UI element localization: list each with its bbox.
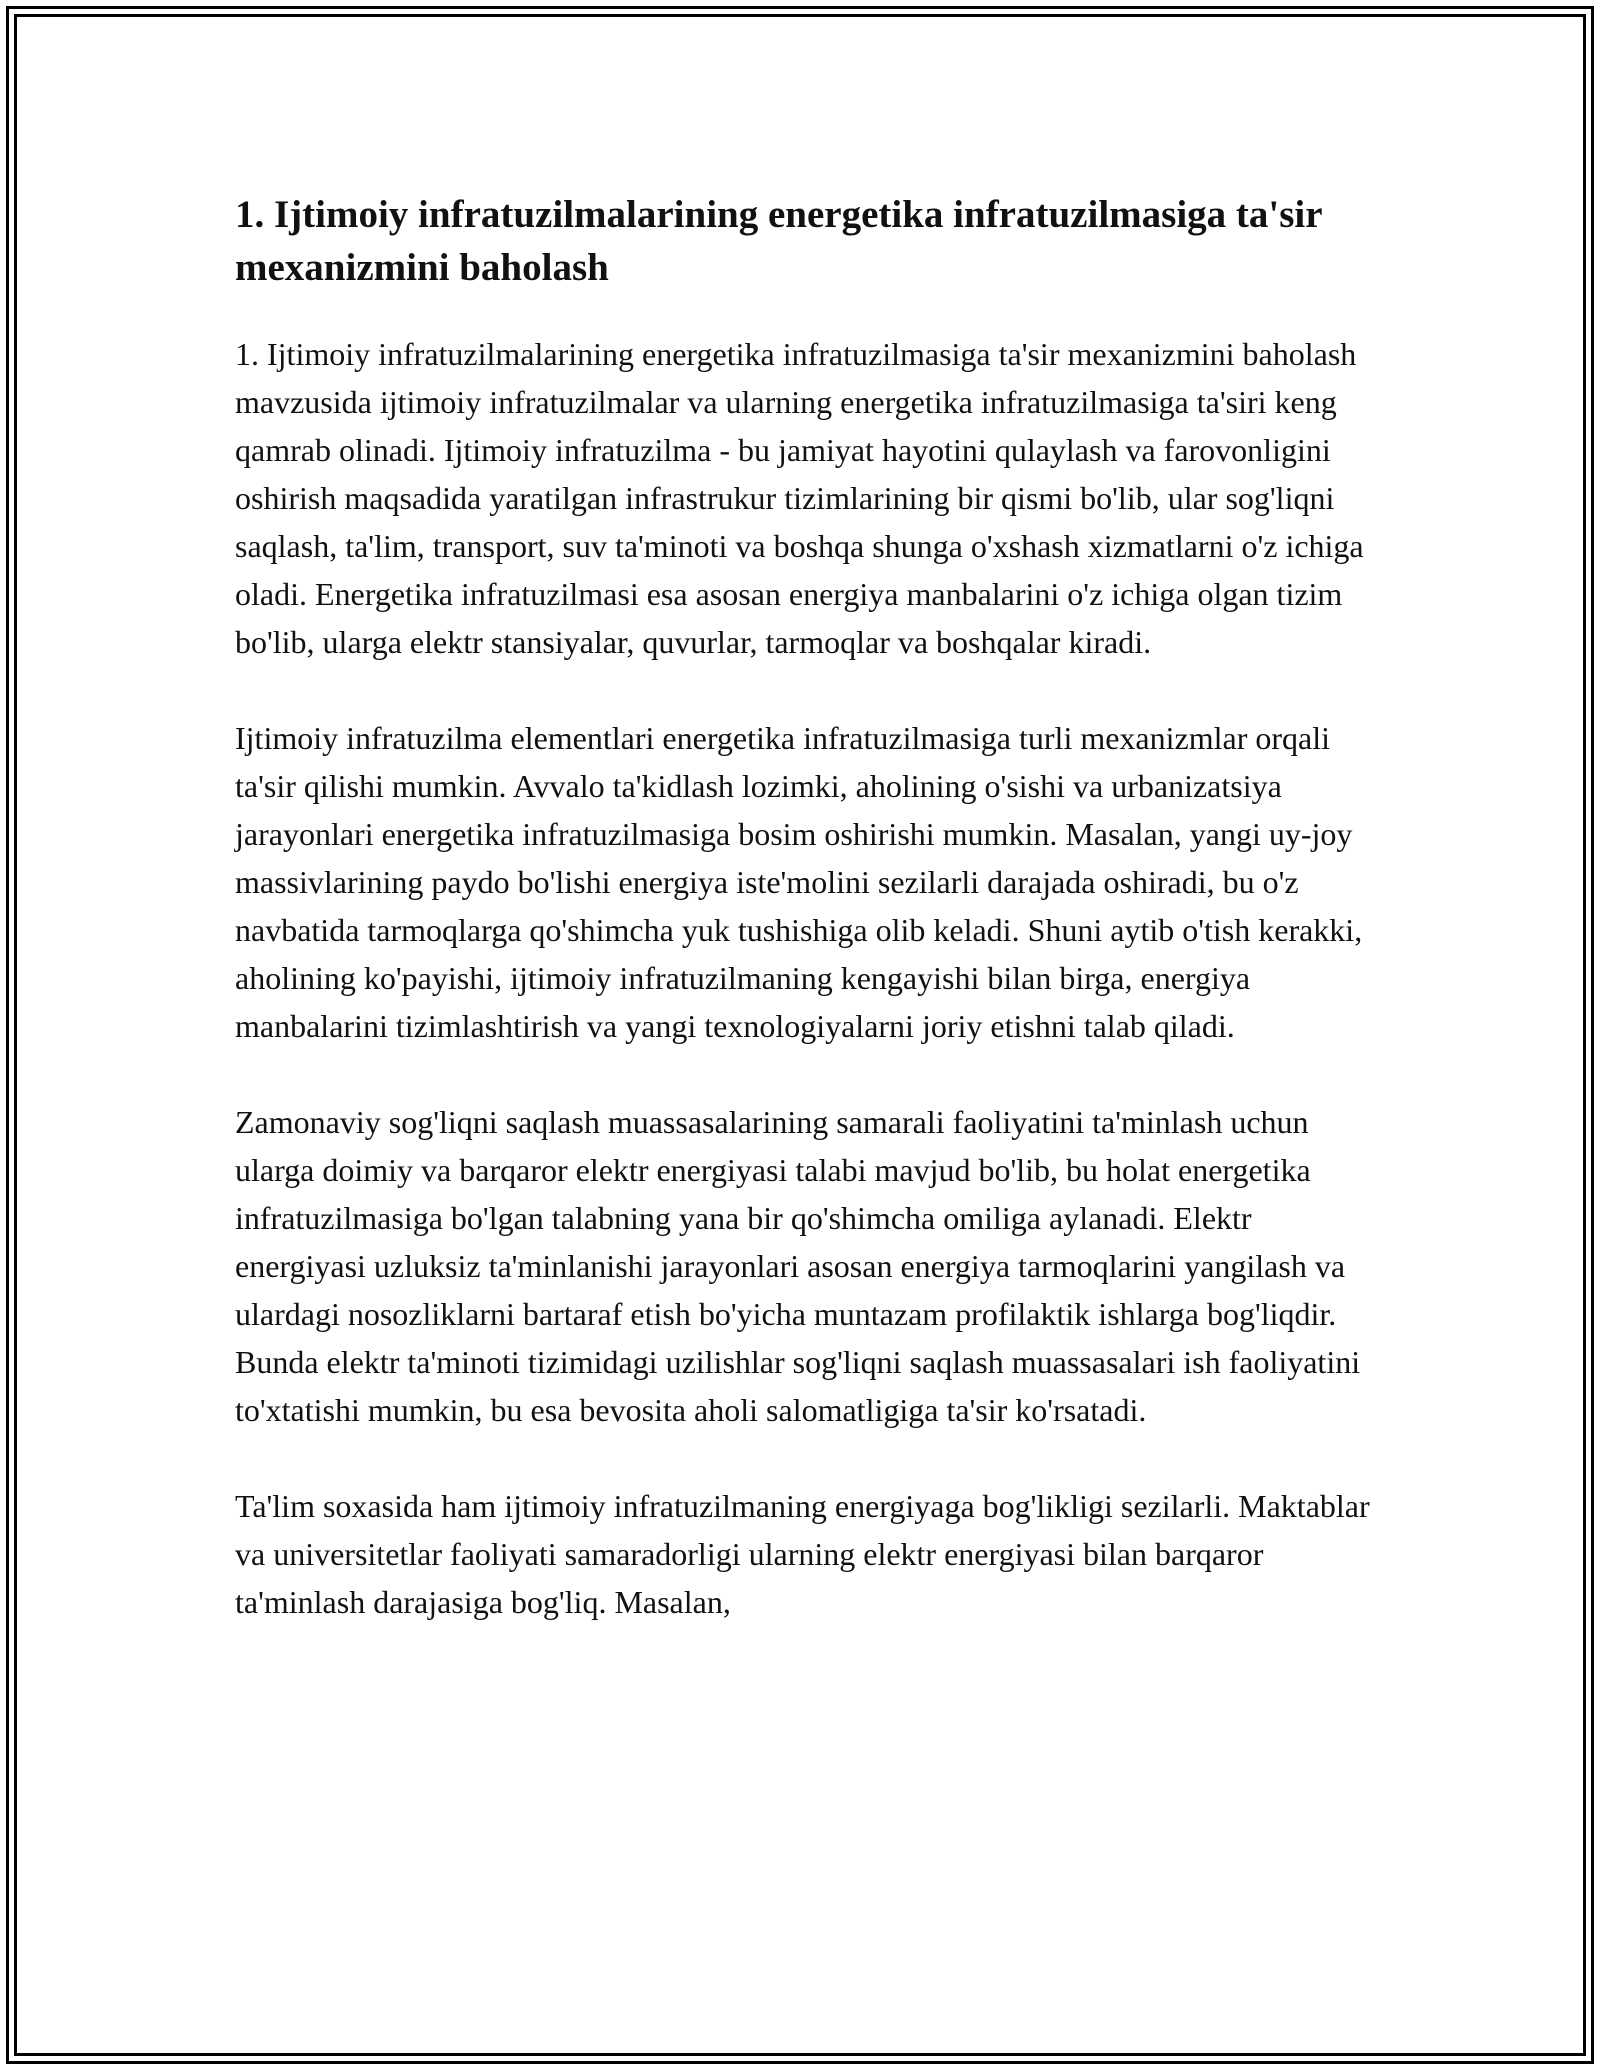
paragraph-2: Ijtimoiy infratuzilma elementlari energetika infratuzilmasiga turli mexanizmlar orqali ta'sir qilishi mumkin. Avvalo ta'kidlash lozimki, aholining o'sishi va urbanizatsiya jarayonlari energetika infratuzilmasiga bosim oshirishi mumkin. Masalan, yangi uy-joy massivlarining paydo bo'lishi energiya iste'molini sezilarli darajada oshiradi, bu o'z navbatida tarmoqlarga qo'shimcha yuk tushishiga olib keladi. Shuni aytib o'tish kerakki, aholining ko'payishi, ijtimoiy infratuzilmaning kengayishi bilan birga, energiya manbalarini tizimlashtirish va yangi texnologiyalarni joriy etishni talab qiladi. <box>235 720 1363 1044</box>
document-title: 1. Ijtimoiy infratuzilmalarining energetika infratuzilmasiga ta'sir mexanizmini baholash <box>235 193 1322 289</box>
paragraph-4: Ta'lim soxasida ham ijtimoiy infratuzilmaning energiyaga bog'likligi sezilarli. Maktablar va universitetlar faoliyati samaradorligi ularning elektr energiyasi bilan barqaror ta'minlash darajasiga bog'liq. Masalan, <box>235 1488 1370 1620</box>
document-body <box>235 188 1375 1626</box>
paragraph-1: 1. Ijtimoiy infratuzilmalarining energetika infratuzilmasiga ta'sir mexanizmini baholash mavzusida ijtimoiy infratuzilmalar va ularning energetika infratuzilmasiga ta'siri keng qamrab olinadi. Ijtimoiy infratuzilma - bu jamiyat hayotini qulaylash va farovonligini oshirish maqsadida yaratilgan infrastrukur tizimlarining bir qismi bo'lib, ular sog'liqni saqlash, ta'lim, transport, suv ta'minoti va boshqa shunga o'xshash xizmatlarni o'z ichiga oladi. Energetika infratuzilmasi esa asosan energiya manbalarini o'z ichiga olgan tizim bo'lib, ularga elektr stansiyalar, quvurlar, tarmoqlar va boshqalar kiradi. <box>235 336 1364 660</box>
paragraph-3: Zamonaviy sog'liqni saqlash muassasalarining samarali faoliyatini ta'minlash uchun ularga doimiy va barqaror elektr energiyasi talabi mavjud bo'lib, bu holat energetika infratuzilmasiga bo'lgan talabning yana bir qo'shimcha omiliga aylanadi. Elektr energiyasi uzluksiz ta'minlanishi jarayonlari asosan energiya tarmoqlarini yangilash va ulardagi nosozliklarni bartaraf etish bo'yicha muntazam profilaktik ishlarga bog'liqdir. Bunda elektr ta'minoti tizimidagi uzilishlar sog'liqni saqlash muassasalari ish faoliyatini to'xtatishi mumkin, bu esa bevosita aholi salomatligiga ta'sir ko'rsatadi. <box>235 1104 1361 1428</box>
